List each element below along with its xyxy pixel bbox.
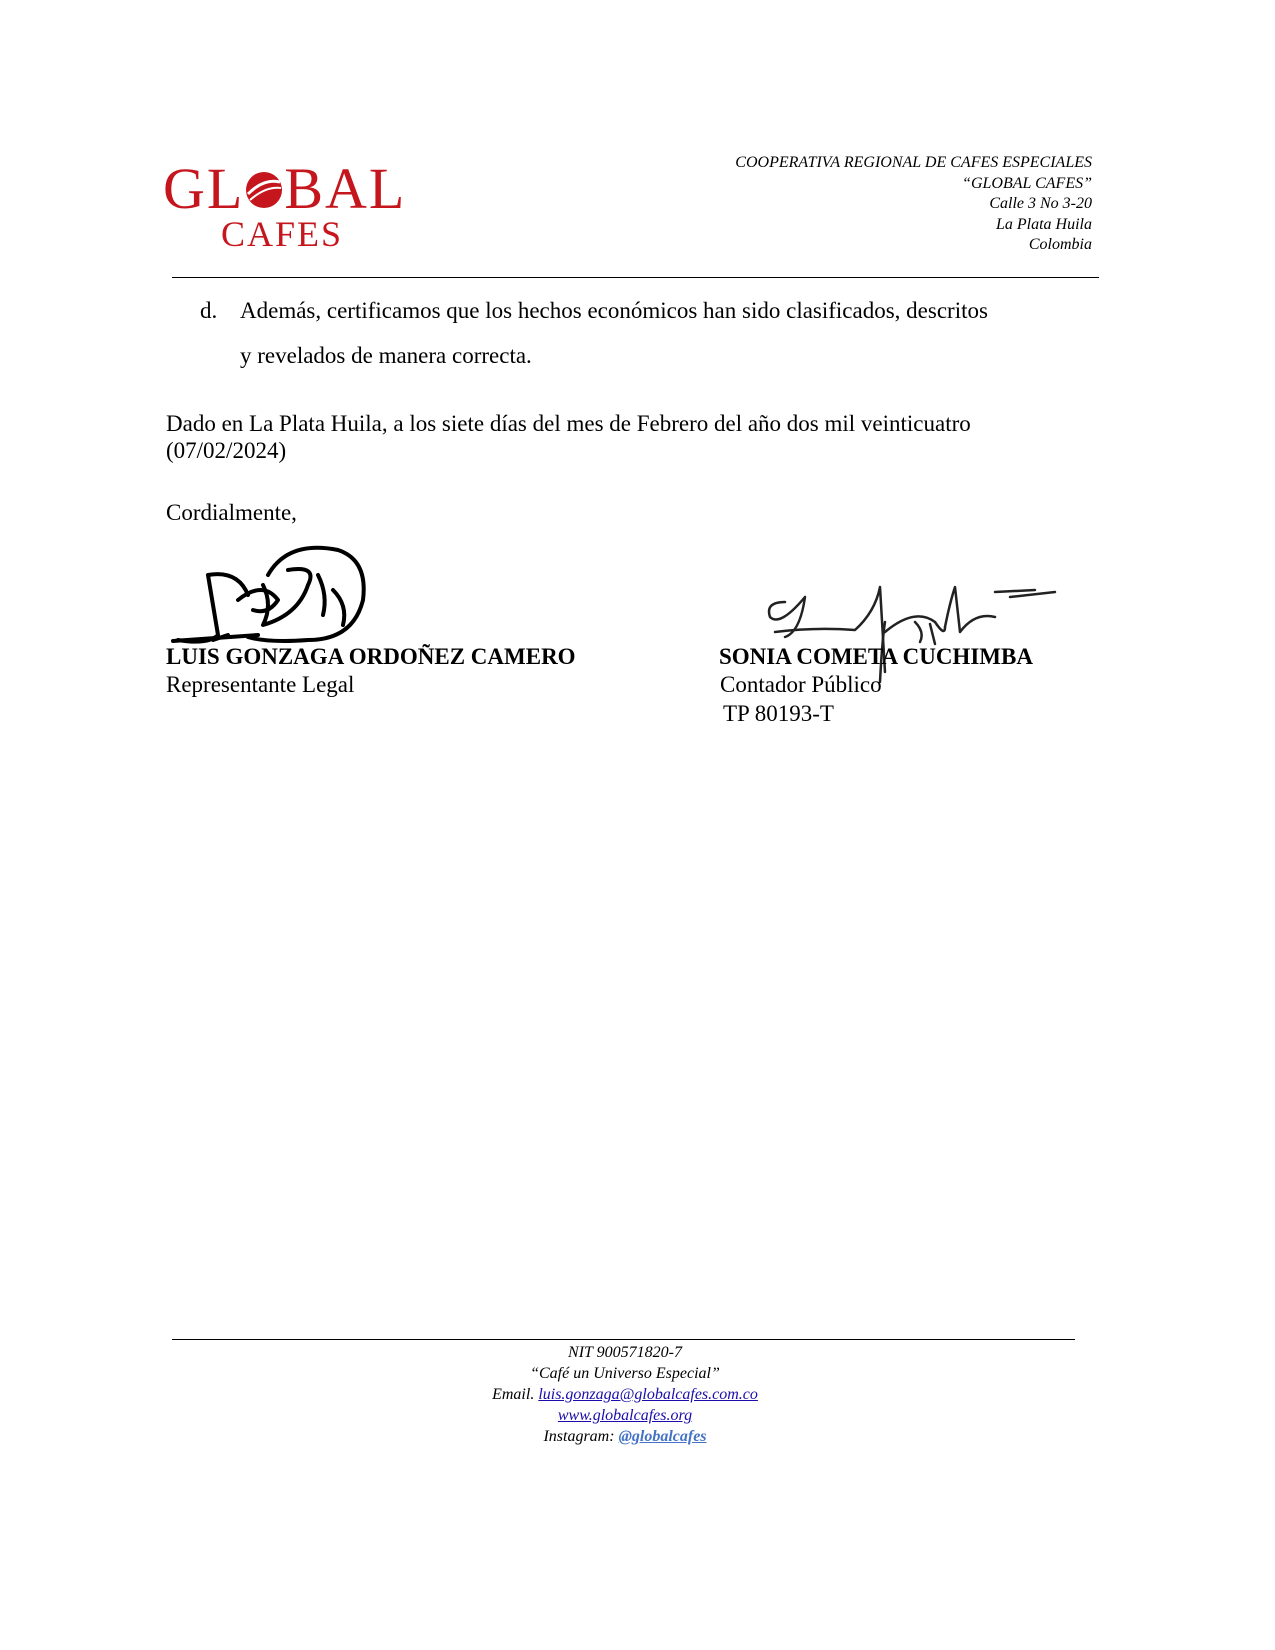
closing: Cordialmente, [166, 500, 297, 525]
date-paragraph-line: (07/02/2024) [166, 438, 287, 463]
date-paragraph-line: Dado en La Plata Huila, a los siete días del mes de Febrero del año dos mil veinticuatro [166, 411, 971, 436]
footer-instagram-label: Instagram: [543, 1428, 619, 1445]
list-item-text [240, 288, 1100, 378]
list-item-line: y revelados de manera correcta. [240, 343, 532, 368]
footer-instagram-link[interactable]: @globalcafes [618, 1428, 707, 1445]
date-paragraph [166, 410, 1106, 464]
logo-text-left: GL [163, 156, 245, 221]
signatory-role-luis: Representante Legal [166, 672, 355, 697]
address-line: Calle 3 No 3-20 [989, 195, 1092, 212]
footer-nit: NIT 900571820-7 [568, 1344, 682, 1361]
company-logo [163, 156, 408, 260]
footer-email-label: Email. [492, 1386, 539, 1403]
footer-email-row [0, 1384, 1250, 1405]
footer-email-link[interactable]: luis.gonzaga@globalcafes.com.co [538, 1386, 758, 1403]
footer [0, 1342, 1250, 1447]
address-line: COOPERATIVA REGIONAL DE CAFES ESPECIALES [735, 154, 1092, 171]
header-divider [172, 277, 1099, 278]
address-line: Colombia [1028, 236, 1092, 253]
list-item-line: Además, certificamos que los hechos económicos han sido clasificados, descritos [240, 298, 988, 323]
signatory-license-sonia: TP 80193-T [723, 701, 834, 726]
footer-slogan: “Café un Universo Especial” [530, 1365, 720, 1382]
footer-instagram-row [0, 1426, 1250, 1447]
logo-globe-icon [244, 170, 284, 210]
signatory-name-sonia: SONIA COMETA CUCHIMBA [719, 644, 1033, 669]
header-address [612, 153, 1092, 256]
footer-divider [172, 1339, 1075, 1340]
address-line: La Plata Huila [995, 215, 1092, 233]
logo-cafes-text: CAFES [221, 214, 344, 254]
logo-global-text [163, 156, 407, 221]
logo-text-right: BAL [284, 156, 407, 221]
list-item-marker: d. [200, 298, 218, 323]
signature-luis [168, 545, 378, 650]
address-line: “GLOBAL CAFES” [962, 174, 1092, 192]
signatory-role-sonia: Contador Público [720, 672, 882, 697]
footer-website-row [0, 1405, 1250, 1426]
signatory-name-luis: LUIS GONZAGA ORDOÑEZ CAMERO [166, 644, 576, 669]
footer-website-link[interactable]: www.globalcafes.org [557, 1407, 693, 1424]
